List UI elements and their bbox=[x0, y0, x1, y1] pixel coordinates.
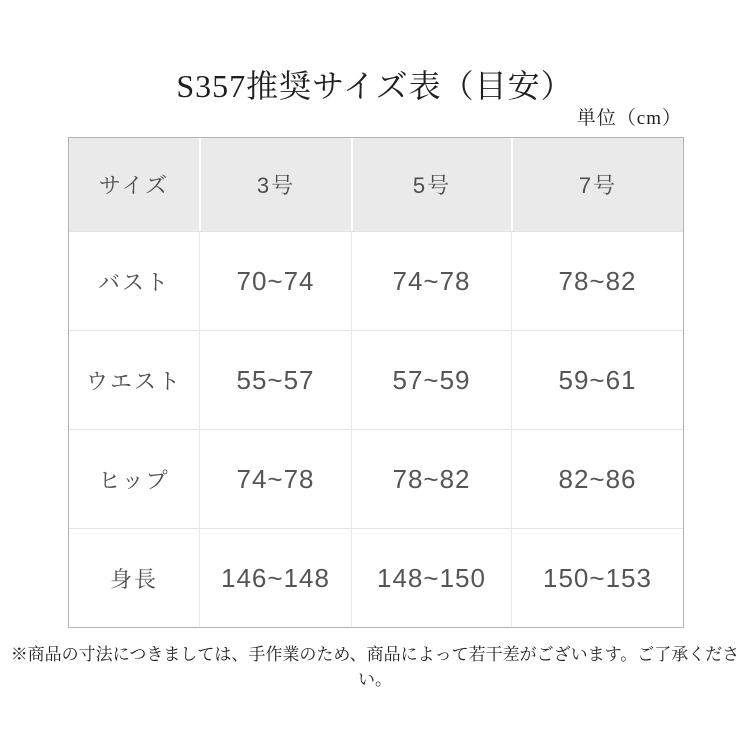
cell-waist-size5: 57~59 bbox=[351, 330, 511, 429]
page-title: S357推奨サイズ表（目安） bbox=[176, 68, 574, 104]
header-cell-size: サイズ bbox=[69, 138, 199, 231]
cell-bust-size5: 74~78 bbox=[351, 231, 511, 330]
footnote: ※商品の寸法につきましては、手作業のため、商品によって若干差がございます。ご了承ください。 bbox=[10, 645, 740, 689]
row-label-hip: ヒップ bbox=[69, 429, 199, 528]
size-table-header bbox=[69, 138, 683, 231]
cell-hip-size3: 74~78 bbox=[199, 429, 351, 528]
row-label-height: 身長 bbox=[69, 528, 199, 627]
header-row bbox=[69, 138, 683, 231]
table-row-waist bbox=[69, 330, 683, 429]
header-cell-size-7: 7号 bbox=[511, 138, 683, 231]
table-row-bust bbox=[69, 231, 683, 330]
cell-waist-size3: 55~57 bbox=[199, 330, 351, 429]
cell-waist-size7: 59~61 bbox=[511, 330, 683, 429]
header-cell-size-3: 3号 bbox=[199, 138, 351, 231]
cell-bust-size3: 70~74 bbox=[199, 231, 351, 330]
row-label-waist: ウエスト bbox=[69, 330, 199, 429]
size-table-body bbox=[69, 231, 683, 627]
table-row-height bbox=[69, 528, 683, 627]
cell-hip-size7: 82~86 bbox=[511, 429, 683, 528]
cell-height-size7: 150~153 bbox=[511, 528, 683, 627]
cell-bust-size7: 78~82 bbox=[511, 231, 683, 330]
table-row-hip bbox=[69, 429, 683, 528]
size-table-container bbox=[68, 137, 682, 628]
size-table bbox=[68, 137, 684, 628]
cell-height-size3: 146~148 bbox=[199, 528, 351, 627]
unit-label: 単位（cm） bbox=[576, 108, 682, 129]
row-label-bust: バスト bbox=[69, 231, 199, 330]
header-cell-size-5: 5号 bbox=[351, 138, 511, 231]
cell-hip-size5: 78~82 bbox=[351, 429, 511, 528]
cell-height-size5: 148~150 bbox=[351, 528, 511, 627]
